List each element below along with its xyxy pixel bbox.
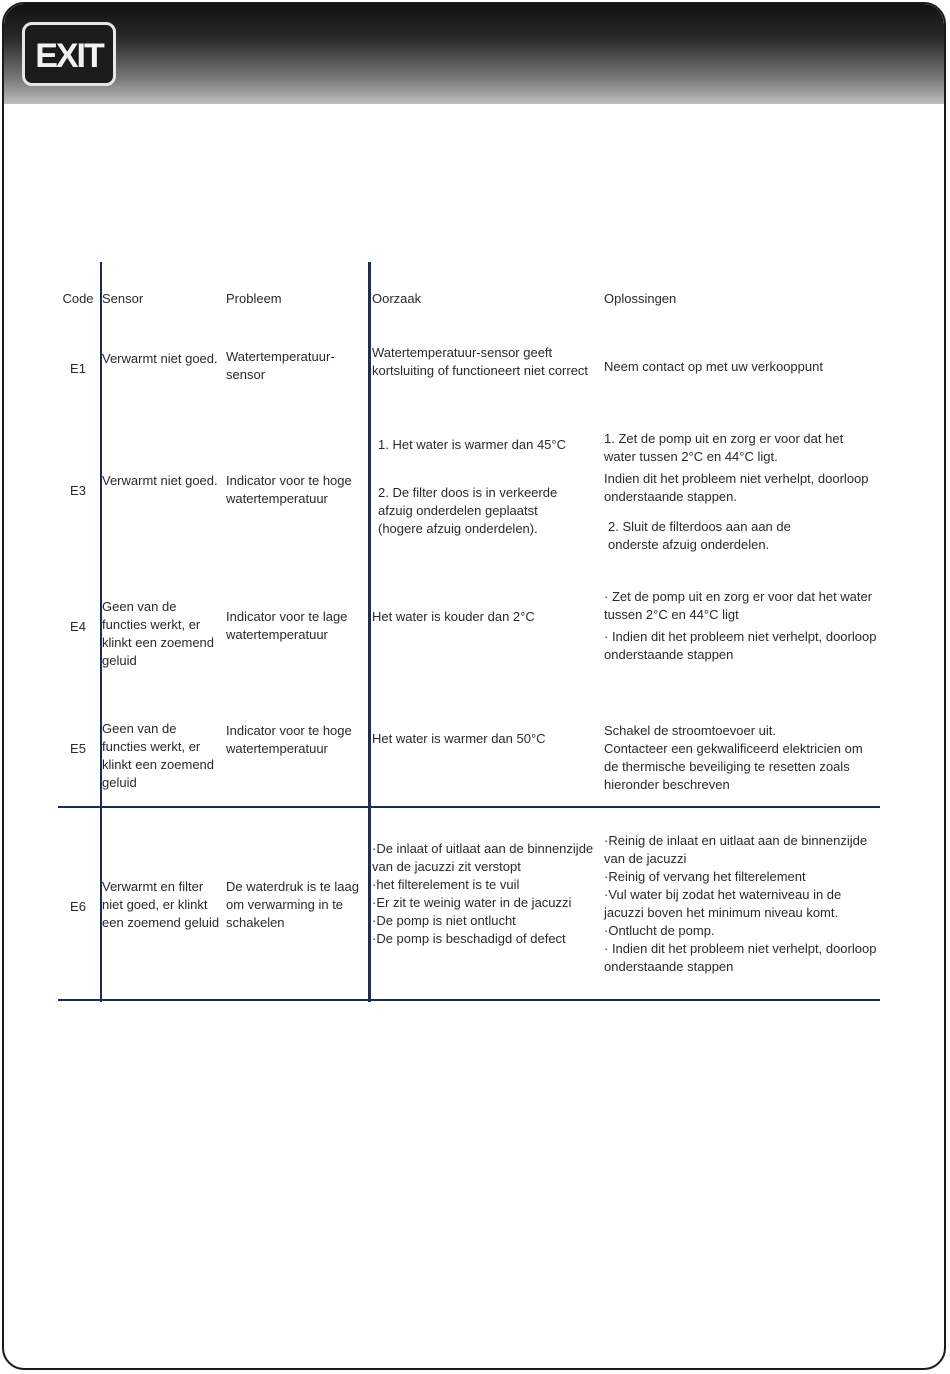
row-e3-oplossing-2: Indien dit het probleem niet verhelpt, doorloop onderstaande stappen. xyxy=(604,471,869,504)
row-e3-oorzaak-2: 2. De filter doos is in verkeerde afzuig onderdelen geplaatst (hogere afzuig onderdelen). xyxy=(378,485,558,536)
row-e6-oorzaak-line: ·De pomp is beschadigd of defect xyxy=(372,931,566,946)
header-oplossingen: Oplossingen xyxy=(604,291,677,306)
row-e5-oplossing-1: Schakel de stroomtoevoer uit. xyxy=(604,723,776,738)
row-e6-probleem: De waterdruk is te laag om verwarming in te schakelen xyxy=(226,879,359,930)
row-e1-code: E1 xyxy=(70,361,86,376)
header-sensor: Sensor xyxy=(102,291,144,306)
column-divider xyxy=(368,262,371,1002)
row-e5-oorzaak: Het water is warmer dan 50°C xyxy=(372,731,546,746)
row-e1-probleem: Watertemperatuur-sensor xyxy=(226,349,335,382)
row-e6-oorzaak-line: ·het filterelement is te vuil xyxy=(372,877,520,892)
row-e6-oorzaak-line: ·Er zit te weinig water in de jacuzzi xyxy=(372,895,572,910)
row-e6-oorzaak-line: ·De inlaat of uitlaat aan de binnenzijde van de jacuzzi zit verstopt xyxy=(372,841,594,874)
row-e6-oplossing-line: ·Reinig of vervang het filterelement xyxy=(604,869,806,884)
row-e3-probleem: Indicator voor te hoge watertemperatuur xyxy=(226,473,352,506)
row-e5-probleem: Indicator voor te hoge watertemperatuur xyxy=(226,723,352,756)
row-e5-sensor: Geen van de functies werkt, er klinkt een zoemend geluid xyxy=(102,721,215,790)
row-e6-oplossing-line: ·Reinig de inlaat en uitlaat aan de binnenzijde van de jacuzzi xyxy=(604,833,868,866)
row-e6-sensor: Verwarmt en filter niet goed, er klinkt een zoemend geluid xyxy=(102,879,220,930)
row-e6-oorzaak-line: ·De pomp is niet ontlucht xyxy=(372,913,516,928)
row-e1-sensor: Verwarmt niet goed. xyxy=(102,351,218,366)
header-probleem: Probleem xyxy=(226,291,282,306)
row-e5-code: E5 xyxy=(70,741,86,756)
header-band xyxy=(4,4,944,104)
row-e6-code: E6 xyxy=(70,899,86,914)
error-code-table xyxy=(58,262,880,1002)
row-e3-oplossing-1: 1. Zet de pomp uit en zorg er voor dat het water tussen 2°C en 44°C ligt. xyxy=(604,431,844,464)
header-code: Code xyxy=(62,291,94,306)
row-e5-oplossing-2: Contacteer een gekwalificeerd elektricien om de thermische beveiliging te resetten zoals hieronder beschreven xyxy=(604,741,863,792)
row-e6-oplossing-line: ·Ontlucht de pomp. xyxy=(604,923,715,938)
exit-logo xyxy=(22,22,116,86)
row-e3-oplossing-3: 2. Sluit de filterdoos aan aan de onderste afzuig onderdelen. xyxy=(608,519,791,552)
row-e4-oplossing-1: · Zet de pomp uit en zorg er voor dat het water tussen 2°C en 44°C ligt xyxy=(604,589,873,622)
header-oorzaak: Oorzaak xyxy=(372,291,422,306)
table-bottom-border xyxy=(58,999,880,1001)
row-e6-oplossing-line: ·Vul water bij zodat het waterniveau in de jacuzzi boven het minimum niveau komt. xyxy=(604,887,842,920)
row-divider xyxy=(58,806,880,808)
row-e6-oplossing-line: · Indien dit het probleem niet verhelpt, doorloop onderstaande stappen xyxy=(604,941,877,974)
row-e3-sensor: Verwarmt niet goed. xyxy=(102,473,218,488)
row-e4-code: E4 xyxy=(70,619,86,634)
exit-logo-icon xyxy=(29,30,109,78)
row-e6-oorzaak xyxy=(372,840,604,948)
row-e4-sensor: Geen van de functies werkt, er klinkt een zoemend geluid xyxy=(102,599,215,668)
row-e6-oplossing xyxy=(604,832,878,976)
logo-text: EXIT xyxy=(35,37,103,75)
row-e3-oorzaak-1: 1. Het water is warmer dan 45°C xyxy=(378,437,566,452)
row-e1-oorzaak: Watertemperatuur-sensor geeft kortsluiting of functioneert niet correct xyxy=(372,345,589,378)
row-e3-code: E3 xyxy=(70,483,86,498)
row-e4-oplossing-2: · Indien dit het probleem niet verhelpt, doorloop onderstaande stappen xyxy=(604,629,877,662)
row-e1-oplossing: Neem contact op met uw verkooppunt xyxy=(604,359,823,374)
row-e4-oorzaak: Het water is kouder dan 2°C xyxy=(372,609,535,624)
row-e4-probleem: Indicator voor te lage watertemperatuur xyxy=(226,609,348,642)
